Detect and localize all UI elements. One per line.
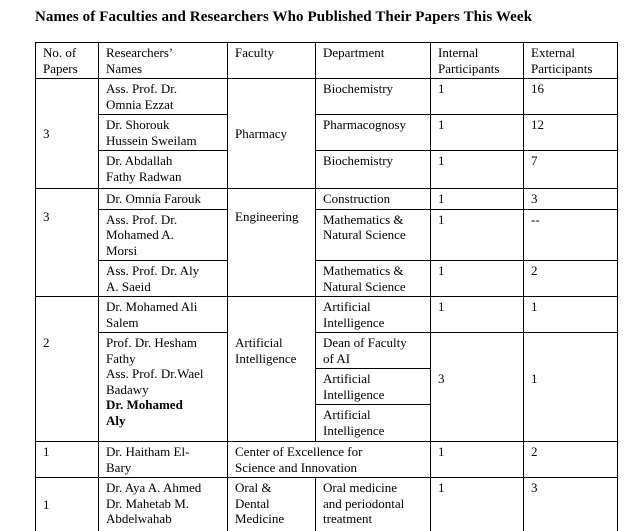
header-line: External	[531, 45, 576, 60]
table-row	[36, 333, 618, 369]
papers-count-cell: 3	[36, 79, 99, 189]
name-line: Ass. Prof. Dr.Wael	[106, 366, 204, 381]
department-cell	[316, 261, 431, 297]
table-row	[36, 189, 618, 210]
department-line: Pharmacognosy	[323, 117, 407, 132]
column-header-faculty	[228, 43, 316, 79]
header-line: Department	[323, 45, 385, 60]
column-header-researchers	[99, 43, 228, 79]
department-line: Biochemistry	[323, 81, 394, 96]
researcher-name-cell	[99, 261, 228, 297]
name-line: Aly	[106, 412, 126, 428]
department-cell	[316, 79, 431, 115]
faculty-cell	[228, 189, 316, 297]
papers-count-cell: 1	[36, 478, 99, 531]
external-count-cell: 16	[524, 79, 618, 115]
department-line: Mathematics &	[323, 211, 404, 227]
table-row	[36, 442, 618, 478]
department-cell	[316, 478, 431, 531]
external-count-cell: 2	[524, 261, 618, 297]
name-line: Ass. Prof. Dr.	[106, 211, 178, 227]
name-line: Abdelwahab	[106, 511, 172, 526]
department-cell	[316, 333, 431, 369]
researcher-name-cell	[99, 333, 228, 442]
internal-count-cell: 1	[431, 151, 524, 189]
name-line: Dr. Mohamed Ali	[106, 299, 198, 314]
internal-count-cell: 1	[431, 478, 524, 531]
header-line: Researchers’	[106, 45, 174, 60]
department-line: Intelligence	[323, 386, 385, 402]
header-line: Internal	[438, 45, 479, 60]
header-line: No. of	[43, 45, 77, 60]
researcher-name-cell	[99, 151, 228, 189]
name-line: Dr. Haitham El-	[106, 444, 190, 459]
external-count-cell: 1	[524, 297, 618, 333]
name-line: Bary	[106, 459, 132, 475]
external-count-cell: --	[524, 209, 618, 261]
column-header-department	[316, 43, 431, 79]
department-line: and periodontal	[323, 495, 405, 511]
internal-count-cell: 1	[431, 115, 524, 151]
faculty-cell	[228, 297, 316, 442]
researcher-name-cell	[99, 297, 228, 333]
table-row	[36, 478, 618, 531]
name-line: Omnia Ezzat	[106, 96, 174, 112]
faculty-department-line: Center of Excellence for	[235, 444, 363, 459]
page-title: Names of Faculties and Researchers Who Published Their Papers This Week	[35, 9, 533, 25]
name-line: Salem	[106, 314, 139, 330]
researcher-name-cell	[99, 442, 228, 478]
department-cell	[316, 297, 431, 333]
header-line: Participants	[438, 60, 500, 76]
header-row	[36, 43, 618, 79]
name-line: Fathy	[106, 350, 136, 366]
name-line: Dr. Omnia Farouk	[106, 191, 201, 206]
column-header-papers	[36, 43, 99, 79]
faculty-line: Oral &	[235, 480, 272, 495]
internal-count-cell: 3	[431, 333, 524, 442]
department-line: Artificial	[323, 407, 371, 422]
researcher-name-cell	[99, 478, 228, 531]
table-row	[36, 261, 618, 297]
department-line: Mathematics &	[323, 263, 404, 278]
faculty-line: Artificial	[235, 335, 283, 350]
researcher-name-cell	[99, 189, 228, 210]
department-cell	[316, 369, 431, 405]
name-line: Ass. Prof. Dr.	[106, 81, 178, 96]
name-line: Dr. Mohamed	[106, 397, 183, 412]
department-line: Artificial	[323, 299, 371, 314]
table-row	[36, 115, 618, 151]
department-line: Artificial	[323, 371, 371, 386]
name-line: Ass. Prof. Dr. Aly	[106, 263, 200, 278]
department-line: Oral medicine	[323, 480, 397, 495]
name-line: Mohamed A.	[106, 227, 174, 242]
table-row	[36, 209, 618, 261]
table-row	[36, 151, 618, 189]
department-cell	[316, 209, 431, 261]
table-row	[36, 79, 618, 115]
name-line: A. Saeid	[106, 278, 151, 294]
papers-count-cell: 2	[36, 297, 99, 442]
faculty-department-cell	[228, 442, 431, 478]
name-line: Dr. Shorouk	[106, 117, 170, 132]
name-line: Dr. Aya A. Ahmed	[106, 480, 202, 495]
internal-count-cell: 1	[431, 189, 524, 210]
faculty-cell	[228, 478, 316, 531]
name-line: Prof. Dr. Hesham	[106, 335, 197, 350]
papers-count-cell: 1	[36, 442, 99, 478]
column-header-internal	[431, 43, 524, 79]
column-header-external	[524, 43, 618, 79]
external-count-cell: 3	[524, 189, 618, 210]
external-count-cell: 7	[524, 151, 618, 189]
department-cell	[316, 115, 431, 151]
header-line: Participants	[531, 60, 593, 76]
department-line: Dean of Faculty	[323, 335, 407, 350]
external-count-cell: 1	[524, 333, 618, 442]
researcher-name-cell	[99, 79, 228, 115]
faculty-cell	[228, 79, 316, 189]
header-line: Faculty	[235, 45, 274, 60]
header-line: Papers	[43, 60, 78, 76]
department-cell	[316, 189, 431, 210]
internal-count-cell: 1	[431, 79, 524, 115]
name-line: Dr. Mahetab M.	[106, 495, 190, 511]
external-count-cell: 2	[524, 442, 618, 478]
faculty-line: Medicine	[235, 511, 285, 526]
table-row	[36, 297, 618, 333]
name-line: Hussein Sweilam	[106, 132, 197, 148]
faculty-line: Dental	[235, 495, 270, 511]
external-count-cell: 12	[524, 115, 618, 151]
department-line: Natural Science	[323, 227, 406, 242]
internal-count-cell: 1	[431, 442, 524, 478]
name-line: Morsi	[106, 242, 138, 258]
faculty-line: Intelligence	[235, 350, 297, 366]
department-line: treatment	[323, 511, 373, 526]
name-line: Badawy	[106, 381, 149, 397]
department-cell	[316, 405, 431, 442]
name-line: Dr. Abdallah	[106, 153, 173, 168]
researcher-name-cell	[99, 209, 228, 261]
department-line: Intelligence	[323, 422, 385, 438]
department-line: of AI	[323, 350, 351, 366]
header-line: Names	[106, 60, 143, 76]
department-line: Biochemistry	[323, 153, 394, 168]
department-line: Natural Science	[323, 278, 406, 294]
department-cell	[316, 151, 431, 189]
internal-count-cell: 1	[431, 209, 524, 261]
external-count-cell: 3	[524, 478, 618, 531]
department-line: Intelligence	[323, 314, 385, 330]
faculty-line: Engineering	[235, 209, 299, 224]
faculty-line: Pharmacy	[235, 125, 287, 141]
faculty-department-line: Science and Innovation	[235, 459, 358, 475]
publications-table	[35, 42, 618, 531]
name-line: Fathy Radwan	[106, 168, 182, 184]
papers-count-cell: 3	[36, 189, 99, 297]
department-line: Construction	[323, 191, 391, 206]
researcher-name-cell	[99, 115, 228, 151]
internal-count-cell: 1	[431, 297, 524, 333]
internal-count-cell: 1	[431, 261, 524, 297]
